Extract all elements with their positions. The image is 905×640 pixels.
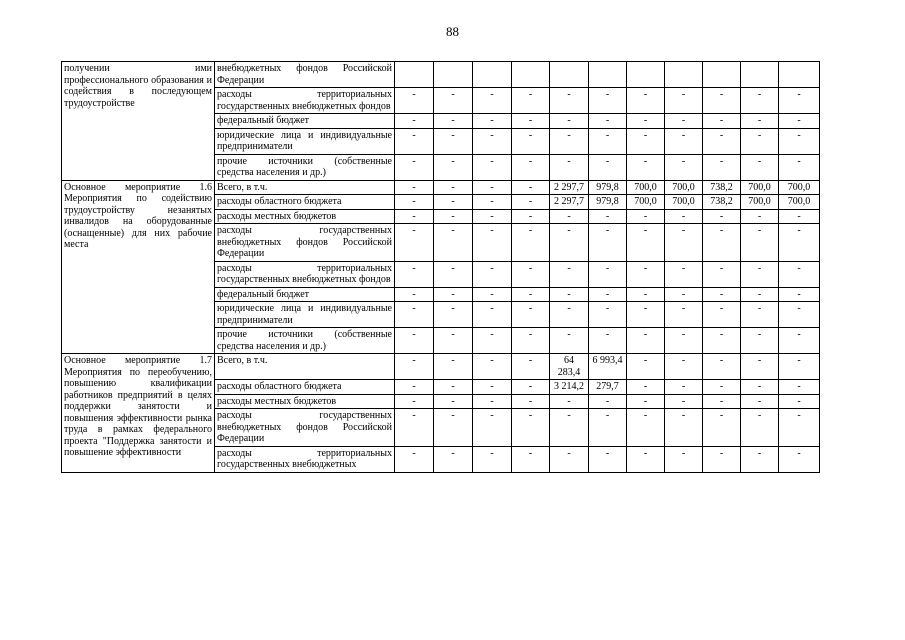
funding-source-cell: расходы местных бюджетов	[215, 209, 395, 224]
value-cell: -	[512, 409, 550, 447]
value-cell: -	[627, 328, 665, 354]
value-cell: -	[627, 287, 665, 302]
value-cell	[779, 62, 820, 88]
value-cell	[627, 62, 665, 88]
value-cell: -	[434, 302, 473, 328]
value-cell: -	[703, 154, 741, 180]
value-cell: -	[395, 209, 434, 224]
value-cell: -	[512, 380, 550, 395]
value-cell: 3 214,2	[550, 380, 589, 395]
value-cell: 700,0	[779, 195, 820, 210]
value-cell: 700,0	[741, 195, 779, 210]
value-cell: -	[512, 209, 550, 224]
value-cell: -	[589, 302, 627, 328]
value-cell: -	[473, 114, 512, 129]
value-cell: -	[589, 209, 627, 224]
funding-source-cell: прочие источники (собственные средства населения и др.)	[215, 328, 395, 354]
value-cell: -	[434, 224, 473, 262]
value-cell: -	[550, 261, 589, 287]
value-cell: -	[589, 328, 627, 354]
value-cell: -	[589, 287, 627, 302]
value-cell: -	[473, 287, 512, 302]
value-cell: -	[550, 209, 589, 224]
value-cell: -	[627, 394, 665, 409]
value-cell: -	[512, 261, 550, 287]
table-row	[62, 180, 820, 195]
value-cell: -	[779, 302, 820, 328]
value-cell: -	[512, 328, 550, 354]
value-cell: -	[434, 287, 473, 302]
value-cell: -	[473, 302, 512, 328]
table-row	[62, 62, 820, 88]
funding-source-cell: расходы областного бюджета	[215, 195, 395, 210]
value-cell: -	[550, 287, 589, 302]
value-cell	[473, 62, 512, 88]
value-cell: -	[627, 209, 665, 224]
value-cell: -	[779, 287, 820, 302]
value-cell: 700,0	[627, 195, 665, 210]
value-cell: -	[473, 180, 512, 195]
value-cell: 2 297,7	[550, 180, 589, 195]
value-cell: -	[434, 354, 473, 380]
value-cell: -	[395, 394, 434, 409]
value-cell: 979,8	[589, 180, 627, 195]
value-cell: -	[550, 328, 589, 354]
value-cell: -	[395, 180, 434, 195]
value-cell: -	[550, 88, 589, 114]
value-cell: -	[589, 114, 627, 129]
value-cell: -	[589, 154, 627, 180]
funding-source-cell: расходы местных бюджетов	[215, 394, 395, 409]
value-cell: -	[512, 302, 550, 328]
value-cell: -	[627, 380, 665, 395]
value-cell: -	[550, 446, 589, 472]
value-cell: -	[395, 88, 434, 114]
value-cell: -	[779, 380, 820, 395]
value-cell: -	[434, 409, 473, 447]
value-cell: -	[473, 195, 512, 210]
value-cell: -	[703, 409, 741, 447]
value-cell: -	[665, 446, 703, 472]
funding-source-cell: расходы государственных внебюджетных фондов Российской Федерации	[215, 409, 395, 447]
funding-source-cell: федеральный бюджет	[215, 114, 395, 129]
value-cell: -	[703, 354, 741, 380]
value-cell: 6 993,4	[589, 354, 627, 380]
value-cell: -	[703, 261, 741, 287]
value-cell: -	[665, 261, 703, 287]
value-cell: -	[395, 154, 434, 180]
funding-source-cell: расходы территориальных государственных внебюджетных	[215, 446, 395, 472]
value-cell: -	[550, 409, 589, 447]
value-cell: -	[473, 88, 512, 114]
value-cell: -	[395, 195, 434, 210]
value-cell: -	[550, 302, 589, 328]
value-cell: 279,7	[589, 380, 627, 395]
value-cell: -	[627, 302, 665, 328]
value-cell: -	[473, 224, 512, 262]
value-cell: -	[550, 224, 589, 262]
value-cell: -	[779, 224, 820, 262]
funding-source-cell: расходы областного бюджета	[215, 380, 395, 395]
value-cell: -	[395, 261, 434, 287]
value-cell: -	[627, 224, 665, 262]
value-cell: -	[703, 287, 741, 302]
value-cell: -	[512, 154, 550, 180]
value-cell: -	[627, 409, 665, 447]
value-cell: -	[589, 88, 627, 114]
value-cell: -	[512, 394, 550, 409]
value-cell: -	[589, 128, 627, 154]
value-cell: -	[512, 180, 550, 195]
value-cell: -	[589, 224, 627, 262]
value-cell: -	[512, 287, 550, 302]
value-cell: 738,2	[703, 180, 741, 195]
value-cell: -	[741, 380, 779, 395]
value-cell: -	[779, 446, 820, 472]
value-cell: -	[665, 154, 703, 180]
value-cell	[512, 62, 550, 88]
value-cell: -	[395, 114, 434, 129]
activity-cell: Основное мероприятие 1.7 Мероприятия по переобучению, повышению квалификации работников предприятий в целях поддержки занятости и повышения эффективности рынка труда в рамках федерального проекта "Поддержка занятости и повышение эффективности	[62, 354, 215, 473]
value-cell: -	[589, 446, 627, 472]
value-cell: 64 283,4	[550, 354, 589, 380]
value-cell: -	[395, 446, 434, 472]
value-cell: -	[550, 394, 589, 409]
activity-cell: получении ими профессионального образования и содействия в последующем трудоустройстве	[62, 62, 215, 181]
funding-source-cell: расходы территориальных государственных внебюджетных фондов	[215, 261, 395, 287]
value-cell: -	[473, 394, 512, 409]
value-cell: -	[589, 394, 627, 409]
value-cell: -	[434, 195, 473, 210]
page-number: 88	[446, 24, 459, 39]
value-cell: -	[741, 409, 779, 447]
value-cell: -	[512, 224, 550, 262]
funding-source-cell: юридические лица и индивидуальные предприниматели	[215, 302, 395, 328]
value-cell: -	[550, 114, 589, 129]
value-cell: -	[741, 394, 779, 409]
value-cell: -	[741, 224, 779, 262]
value-cell: -	[665, 394, 703, 409]
value-cell: -	[395, 128, 434, 154]
value-cell: -	[703, 328, 741, 354]
value-cell	[434, 62, 473, 88]
value-cell: -	[473, 328, 512, 354]
value-cell: -	[627, 446, 665, 472]
value-cell: -	[665, 328, 703, 354]
value-cell: -	[395, 302, 434, 328]
value-cell: -	[703, 446, 741, 472]
value-cell: -	[395, 380, 434, 395]
value-cell: -	[395, 224, 434, 262]
value-cell: -	[512, 128, 550, 154]
value-cell: -	[665, 302, 703, 328]
value-cell: 700,0	[779, 180, 820, 195]
value-cell: -	[665, 88, 703, 114]
value-cell: 700,0	[665, 195, 703, 210]
value-cell: -	[741, 209, 779, 224]
value-cell: -	[741, 354, 779, 380]
value-cell: -	[741, 261, 779, 287]
value-cell: -	[627, 154, 665, 180]
funding-source-cell: Всего, в т.ч.	[215, 180, 395, 195]
value-cell: -	[779, 114, 820, 129]
value-cell: -	[434, 114, 473, 129]
value-cell: -	[627, 114, 665, 129]
funding-source-cell: внебюджетных фондов Российской Федерации	[215, 62, 395, 88]
value-cell: 700,0	[665, 180, 703, 195]
value-cell: -	[512, 195, 550, 210]
funding-source-cell: Всего, в т.ч.	[215, 354, 395, 380]
value-cell: -	[473, 128, 512, 154]
value-cell: -	[703, 380, 741, 395]
table-row	[62, 354, 820, 380]
value-cell: -	[512, 354, 550, 380]
value-cell: 738,2	[703, 195, 741, 210]
activity-cell: Основное мероприятие 1.6 Мероприятия по содействию трудоустройству незанятых инвалидов на оборудованные (оснащенные) для них рабочие места	[62, 180, 215, 354]
value-cell: -	[665, 409, 703, 447]
value-cell: -	[741, 154, 779, 180]
value-cell: -	[473, 380, 512, 395]
value-cell: -	[395, 409, 434, 447]
value-cell: -	[665, 209, 703, 224]
value-cell: -	[627, 354, 665, 380]
value-cell: -	[741, 302, 779, 328]
value-cell: -	[434, 180, 473, 195]
funding-source-cell: прочие источники (собственные средства населения и др.)	[215, 154, 395, 180]
value-cell: -	[703, 88, 741, 114]
value-cell: -	[512, 446, 550, 472]
value-cell: -	[589, 261, 627, 287]
value-cell: -	[779, 261, 820, 287]
value-cell: -	[434, 88, 473, 114]
value-cell: 700,0	[741, 180, 779, 195]
value-cell: -	[665, 114, 703, 129]
value-cell: -	[627, 128, 665, 154]
value-cell: -	[703, 114, 741, 129]
value-cell: -	[589, 409, 627, 447]
value-cell: -	[473, 446, 512, 472]
value-cell: -	[550, 154, 589, 180]
value-cell: -	[779, 209, 820, 224]
value-cell: -	[512, 88, 550, 114]
budget-table	[61, 61, 820, 473]
value-cell: -	[779, 409, 820, 447]
value-cell: -	[703, 209, 741, 224]
value-cell: -	[434, 154, 473, 180]
value-cell	[395, 62, 434, 88]
value-cell: -	[434, 446, 473, 472]
value-cell: -	[703, 128, 741, 154]
value-cell: -	[665, 380, 703, 395]
value-cell: -	[473, 409, 512, 447]
value-cell: -	[741, 446, 779, 472]
funding-source-cell: расходы государственных внебюджетных фондов Российской Федерации	[215, 224, 395, 262]
value-cell: -	[703, 394, 741, 409]
value-cell: 2 297,7	[550, 195, 589, 210]
value-cell: -	[473, 154, 512, 180]
funding-source-cell: федеральный бюджет	[215, 287, 395, 302]
value-cell: -	[395, 328, 434, 354]
value-cell: 700,0	[627, 180, 665, 195]
value-cell: -	[434, 328, 473, 354]
value-cell: -	[665, 224, 703, 262]
value-cell: -	[665, 128, 703, 154]
value-cell: -	[779, 128, 820, 154]
value-cell: -	[741, 328, 779, 354]
value-cell: -	[779, 154, 820, 180]
value-cell: -	[741, 88, 779, 114]
value-cell: -	[703, 302, 741, 328]
value-cell: -	[779, 88, 820, 114]
value-cell: -	[741, 114, 779, 129]
value-cell	[741, 62, 779, 88]
value-cell	[703, 62, 741, 88]
value-cell: -	[779, 328, 820, 354]
value-cell: -	[512, 114, 550, 129]
value-cell: -	[473, 261, 512, 287]
value-cell: 979,8	[589, 195, 627, 210]
value-cell: -	[665, 354, 703, 380]
value-cell: -	[627, 261, 665, 287]
value-cell	[665, 62, 703, 88]
value-cell: -	[434, 394, 473, 409]
value-cell: -	[434, 380, 473, 395]
value-cell: -	[665, 287, 703, 302]
value-cell: -	[741, 128, 779, 154]
value-cell: -	[741, 287, 779, 302]
value-cell: -	[434, 261, 473, 287]
value-cell: -	[703, 224, 741, 262]
funding-source-cell: расходы территориальных государственных внебюджетных фондов	[215, 88, 395, 114]
value-cell: -	[395, 287, 434, 302]
funding-source-cell: юридические лица и индивидуальные предприниматели	[215, 128, 395, 154]
value-cell	[589, 62, 627, 88]
value-cell: -	[779, 354, 820, 380]
value-cell	[550, 62, 589, 88]
value-cell: -	[627, 88, 665, 114]
value-cell: -	[434, 128, 473, 154]
value-cell: -	[395, 354, 434, 380]
value-cell: -	[550, 128, 589, 154]
value-cell: -	[779, 394, 820, 409]
value-cell: -	[473, 354, 512, 380]
value-cell: -	[473, 209, 512, 224]
value-cell: -	[434, 209, 473, 224]
